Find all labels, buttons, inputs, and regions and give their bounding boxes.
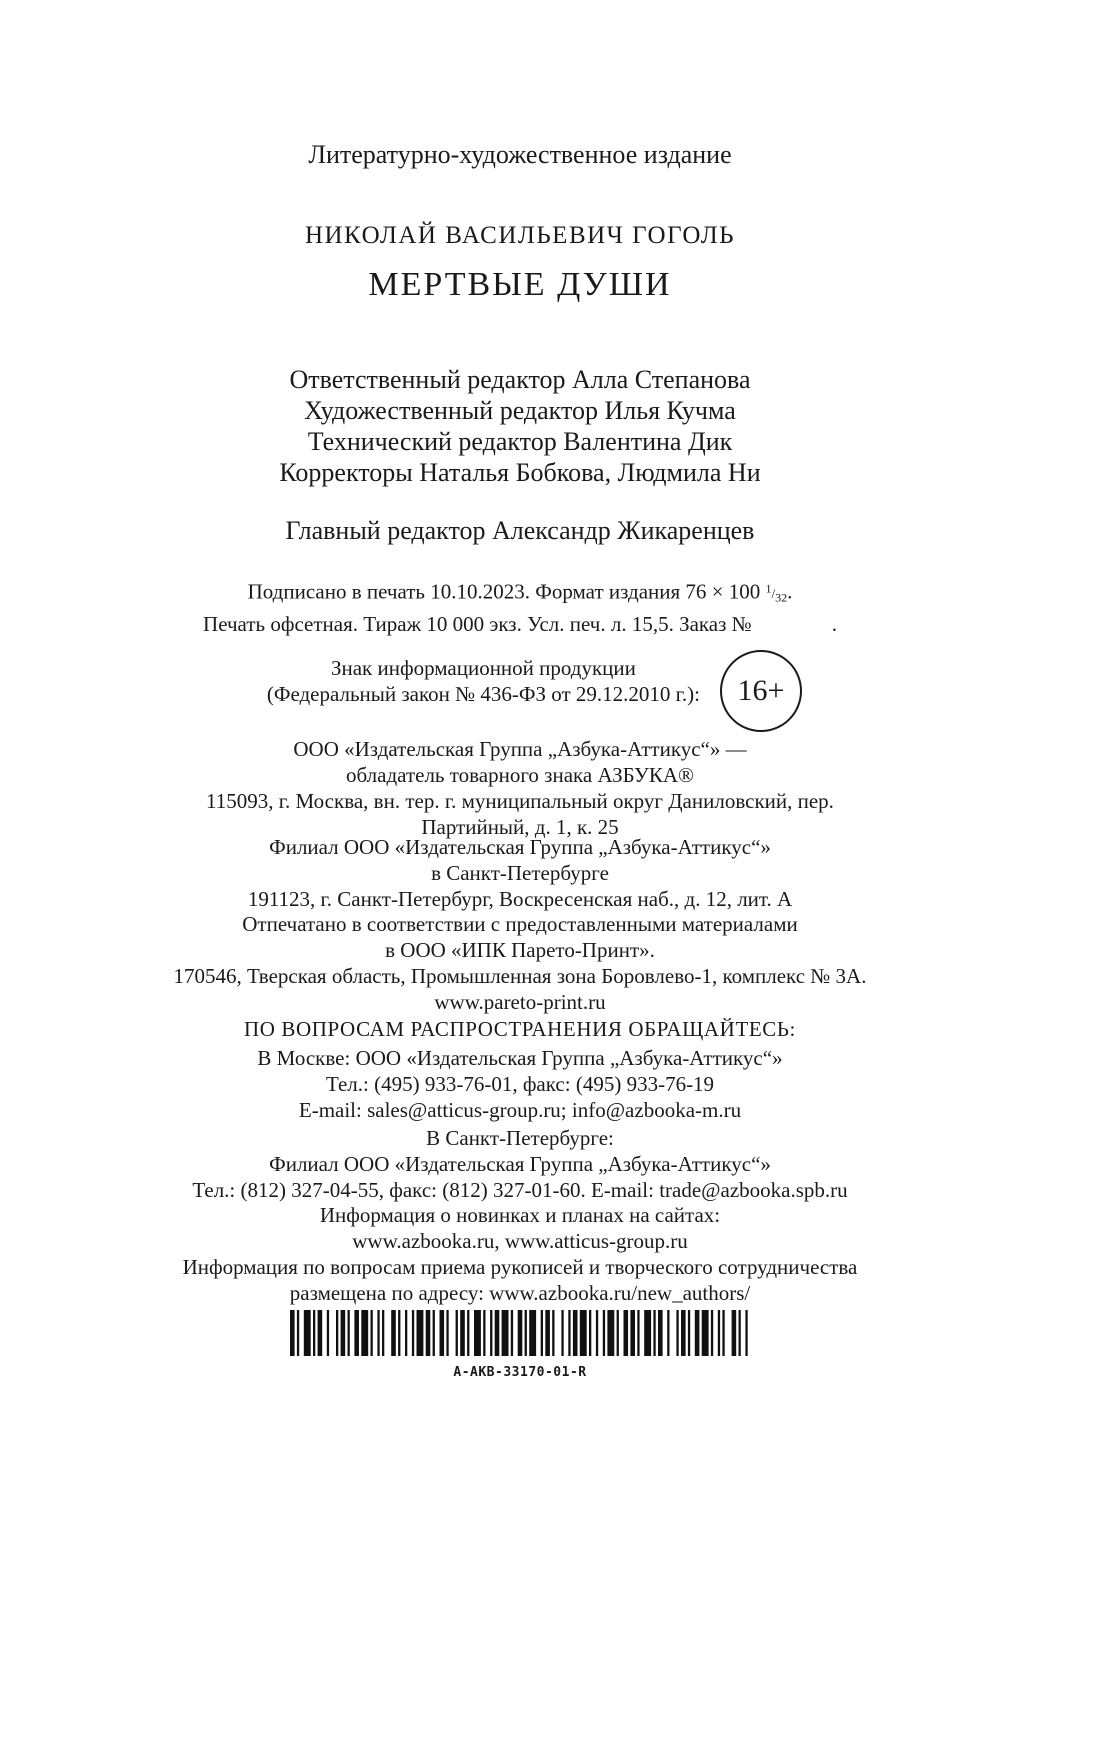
barcode-bar <box>377 1310 379 1356</box>
distribution-spb <box>0 1125 1040 1203</box>
chief-editor: Главный редактор Александр Жикаренцев <box>285 516 755 545</box>
manuscripts-line: Информация по вопросам приема рукописей и творческого сотрудничества <box>182 1255 858 1279</box>
barcode-bar <box>529 1310 536 1356</box>
barcode-bar <box>474 1310 481 1356</box>
publisher-line: обладатель товарного знака АЗБУКА® <box>346 763 694 787</box>
barcode-bar <box>405 1310 407 1356</box>
printer-line: Отпечатано в соответствии с предоставленными материалами <box>242 912 798 936</box>
barcode-bar <box>290 1310 295 1356</box>
barcode-bar <box>490 1310 492 1356</box>
staff-line: Ответственный редактор Алла Степанова <box>289 365 751 394</box>
barcode-bar <box>318 1310 323 1356</box>
print-format-text: Подписано в печать 10.10.2023. Формат издания 76 × 100 <box>247 579 761 604</box>
author-name: НИКОЛАЙ ВАСИЛЬЕВИЧ ГОГОЛЬ <box>304 222 736 249</box>
barcode-bar <box>417 1310 424 1356</box>
barcode-bar <box>440 1310 445 1356</box>
barcode-label: A-AKB-33170-01-R <box>453 1365 587 1380</box>
fraction-denominator: 32 <box>775 590 788 605</box>
barcode-bar <box>502 1310 509 1356</box>
barcode-bar <box>718 1310 720 1356</box>
barcode-bar <box>518 1310 523 1356</box>
barcode-bar <box>354 1310 359 1356</box>
barcode-bar <box>336 1310 338 1356</box>
barcode-bar <box>382 1310 384 1356</box>
barcode-bar <box>732 1310 737 1356</box>
publisher-line: Партийный, д. 1, к. 25 <box>421 815 619 839</box>
staff-line: Корректоры Наталья Бобкова, Людмила Ни <box>279 458 761 487</box>
print-line-2-end: . <box>831 611 837 636</box>
printer-line: в ООО «ИПК Парето-Принт». <box>385 938 655 962</box>
barcode-bar <box>541 1310 543 1356</box>
barcode-bar <box>525 1310 527 1356</box>
barcode-bar <box>327 1310 329 1356</box>
print-info-line-1 <box>0 576 1040 611</box>
barcode-bar <box>695 1310 700 1356</box>
barcode-bar <box>630 1310 635 1356</box>
printer-info <box>0 911 1040 1015</box>
manuscripts-info <box>0 1254 1040 1306</box>
staff-line: Художественный редактор Илья Кучма <box>304 396 736 425</box>
barcode-bar <box>637 1310 639 1356</box>
barcode-bar <box>361 1310 368 1356</box>
news-sites: www.azbooka.ru, www.atticus-group.ru <box>352 1229 688 1253</box>
barcode-bar <box>456 1310 458 1356</box>
print-line-1-end: . <box>787 579 793 604</box>
barcode-bar <box>607 1310 614 1356</box>
spb-line: Филиал ООО «Издательская Группа „Азбука-Аттикус“» <box>269 1152 771 1176</box>
barcode-bar <box>511 1310 513 1356</box>
news-info <box>0 1202 1040 1254</box>
barcode-bar <box>589 1310 591 1356</box>
barcode-bar <box>624 1310 629 1356</box>
barcode-bar <box>681 1310 686 1356</box>
age-rating-line-2: (Федеральный закон № 436-ФЗ от 29.12.2010 г.): <box>266 682 700 706</box>
printer-url: www.pareto-print.ru <box>434 990 606 1014</box>
moscow-phone: Тел.: (495) 933-76-01, факс: (495) 933-76-19 <box>325 1072 715 1096</box>
barcode-bar <box>676 1310 678 1356</box>
barcode-bar <box>426 1310 431 1356</box>
barcode-bar <box>653 1310 655 1356</box>
barcode-bar <box>398 1310 400 1356</box>
print-info-line-2 <box>0 611 1040 637</box>
barcode-bar <box>658 1310 663 1356</box>
barcode-bar <box>688 1310 690 1356</box>
age-rating <box>0 650 1040 730</box>
barcode-bar <box>412 1310 414 1356</box>
publisher-line: 115093, г. Москва, вн. тер. г. муниципальный округ Даниловский, пер. <box>206 789 834 813</box>
age-rating-text <box>267 655 700 707</box>
distribution-moscow <box>0 1045 1040 1123</box>
barcode-bar <box>371 1310 373 1356</box>
book-title: МЕРТВЫЕ ДУШИ <box>368 266 672 303</box>
age-rating-badge: 16+ <box>720 650 802 732</box>
barcode-bar <box>304 1310 311 1356</box>
barcode-bar <box>711 1310 713 1356</box>
barcode-bar <box>722 1310 724 1356</box>
news-line: Информация о новинках и планах на сайтах: <box>319 1203 721 1227</box>
publisher-info <box>0 736 1040 840</box>
barcode-bar <box>561 1310 563 1356</box>
barcode-bar <box>313 1310 315 1356</box>
manuscripts-url: размещена по адресу: www.azbooka.ru/new_authors/ <box>289 1281 751 1305</box>
barcode-bar <box>391 1310 396 1356</box>
barcode-block <box>0 1310 1040 1380</box>
fraction-numerator: 1 <box>765 582 772 596</box>
spb-contacts: Тел.: (812) 327-04-55, факс: (812) 327-01-60. E-mail: trade@azbooka.spb.ru <box>192 1178 848 1202</box>
branch-line: в Санкт-Петербурге <box>431 861 609 885</box>
barcode-bar <box>545 1310 550 1356</box>
editorial-staff <box>0 364 1040 488</box>
barcode-bar <box>552 1310 554 1356</box>
barcode-bar <box>580 1310 587 1356</box>
barcode-bar <box>348 1310 350 1356</box>
barcode-bar <box>596 1310 598 1356</box>
publisher-line: ООО «Издательская Группа „Азбука-Аттикус“» — <box>293 737 747 761</box>
barcode-bar <box>745 1310 747 1356</box>
barcode-bar <box>297 1310 299 1356</box>
barcode-bar <box>467 1310 469 1356</box>
print-info <box>0 576 1040 637</box>
spb-line: В Санкт-Петербурге: <box>426 1126 614 1150</box>
moscow-email: E-mail: sales@atticus-group.ru; info@azbooka-m.ru <box>298 1098 742 1122</box>
branch-line: Филиал ООО «Издательская Группа „Азбука-Аттикус“» <box>269 835 771 859</box>
barcode-bar <box>573 1310 578 1356</box>
format-fraction: $^1/_{32}$ <box>765 582 788 605</box>
branch-info <box>0 834 1040 912</box>
edition-type: Литературно-художественное издание <box>308 140 732 169</box>
print-run-text: Печать офсетная. Тираж 10 000 экз. Усл. печ. л. 15,5. Заказ № <box>203 611 752 636</box>
barcode-bar <box>568 1310 570 1356</box>
barcode-icon <box>290 1310 750 1356</box>
moscow-line: В Москве: ООО «Издательская Группа „Азбука-Аттикус“» <box>257 1046 783 1070</box>
barcode-bar <box>460 1310 465 1356</box>
barcode-bar <box>603 1310 605 1356</box>
staff-line: Технический редактор Валентина Дик <box>307 427 733 456</box>
barcode-bar <box>702 1310 709 1356</box>
barcode-bar <box>739 1310 741 1356</box>
distribution-header: ПО ВОПРОСАМ РАСПРОСТРАНЕНИЯ ОБРАЩАЙТЕСЬ: <box>244 1017 796 1041</box>
printer-line: 170546, Тверская область, Промышленная зона Боровлево-1, комплекс № 3А. <box>173 964 867 988</box>
barcode-bar <box>446 1310 448 1356</box>
barcode-bar <box>667 1310 669 1356</box>
barcode-bar <box>495 1310 500 1356</box>
barcode-bar <box>341 1310 346 1356</box>
age-rating-line-1: Знак информационной продукции <box>330 656 636 680</box>
barcode-bar <box>617 1310 619 1356</box>
barcode-bar <box>433 1310 435 1356</box>
barcode-bar <box>483 1310 485 1356</box>
barcode-bar <box>644 1310 651 1356</box>
branch-line: 191123, г. Санкт-Петербург, Воскресенская наб., д. 12, лит. А <box>247 887 793 911</box>
